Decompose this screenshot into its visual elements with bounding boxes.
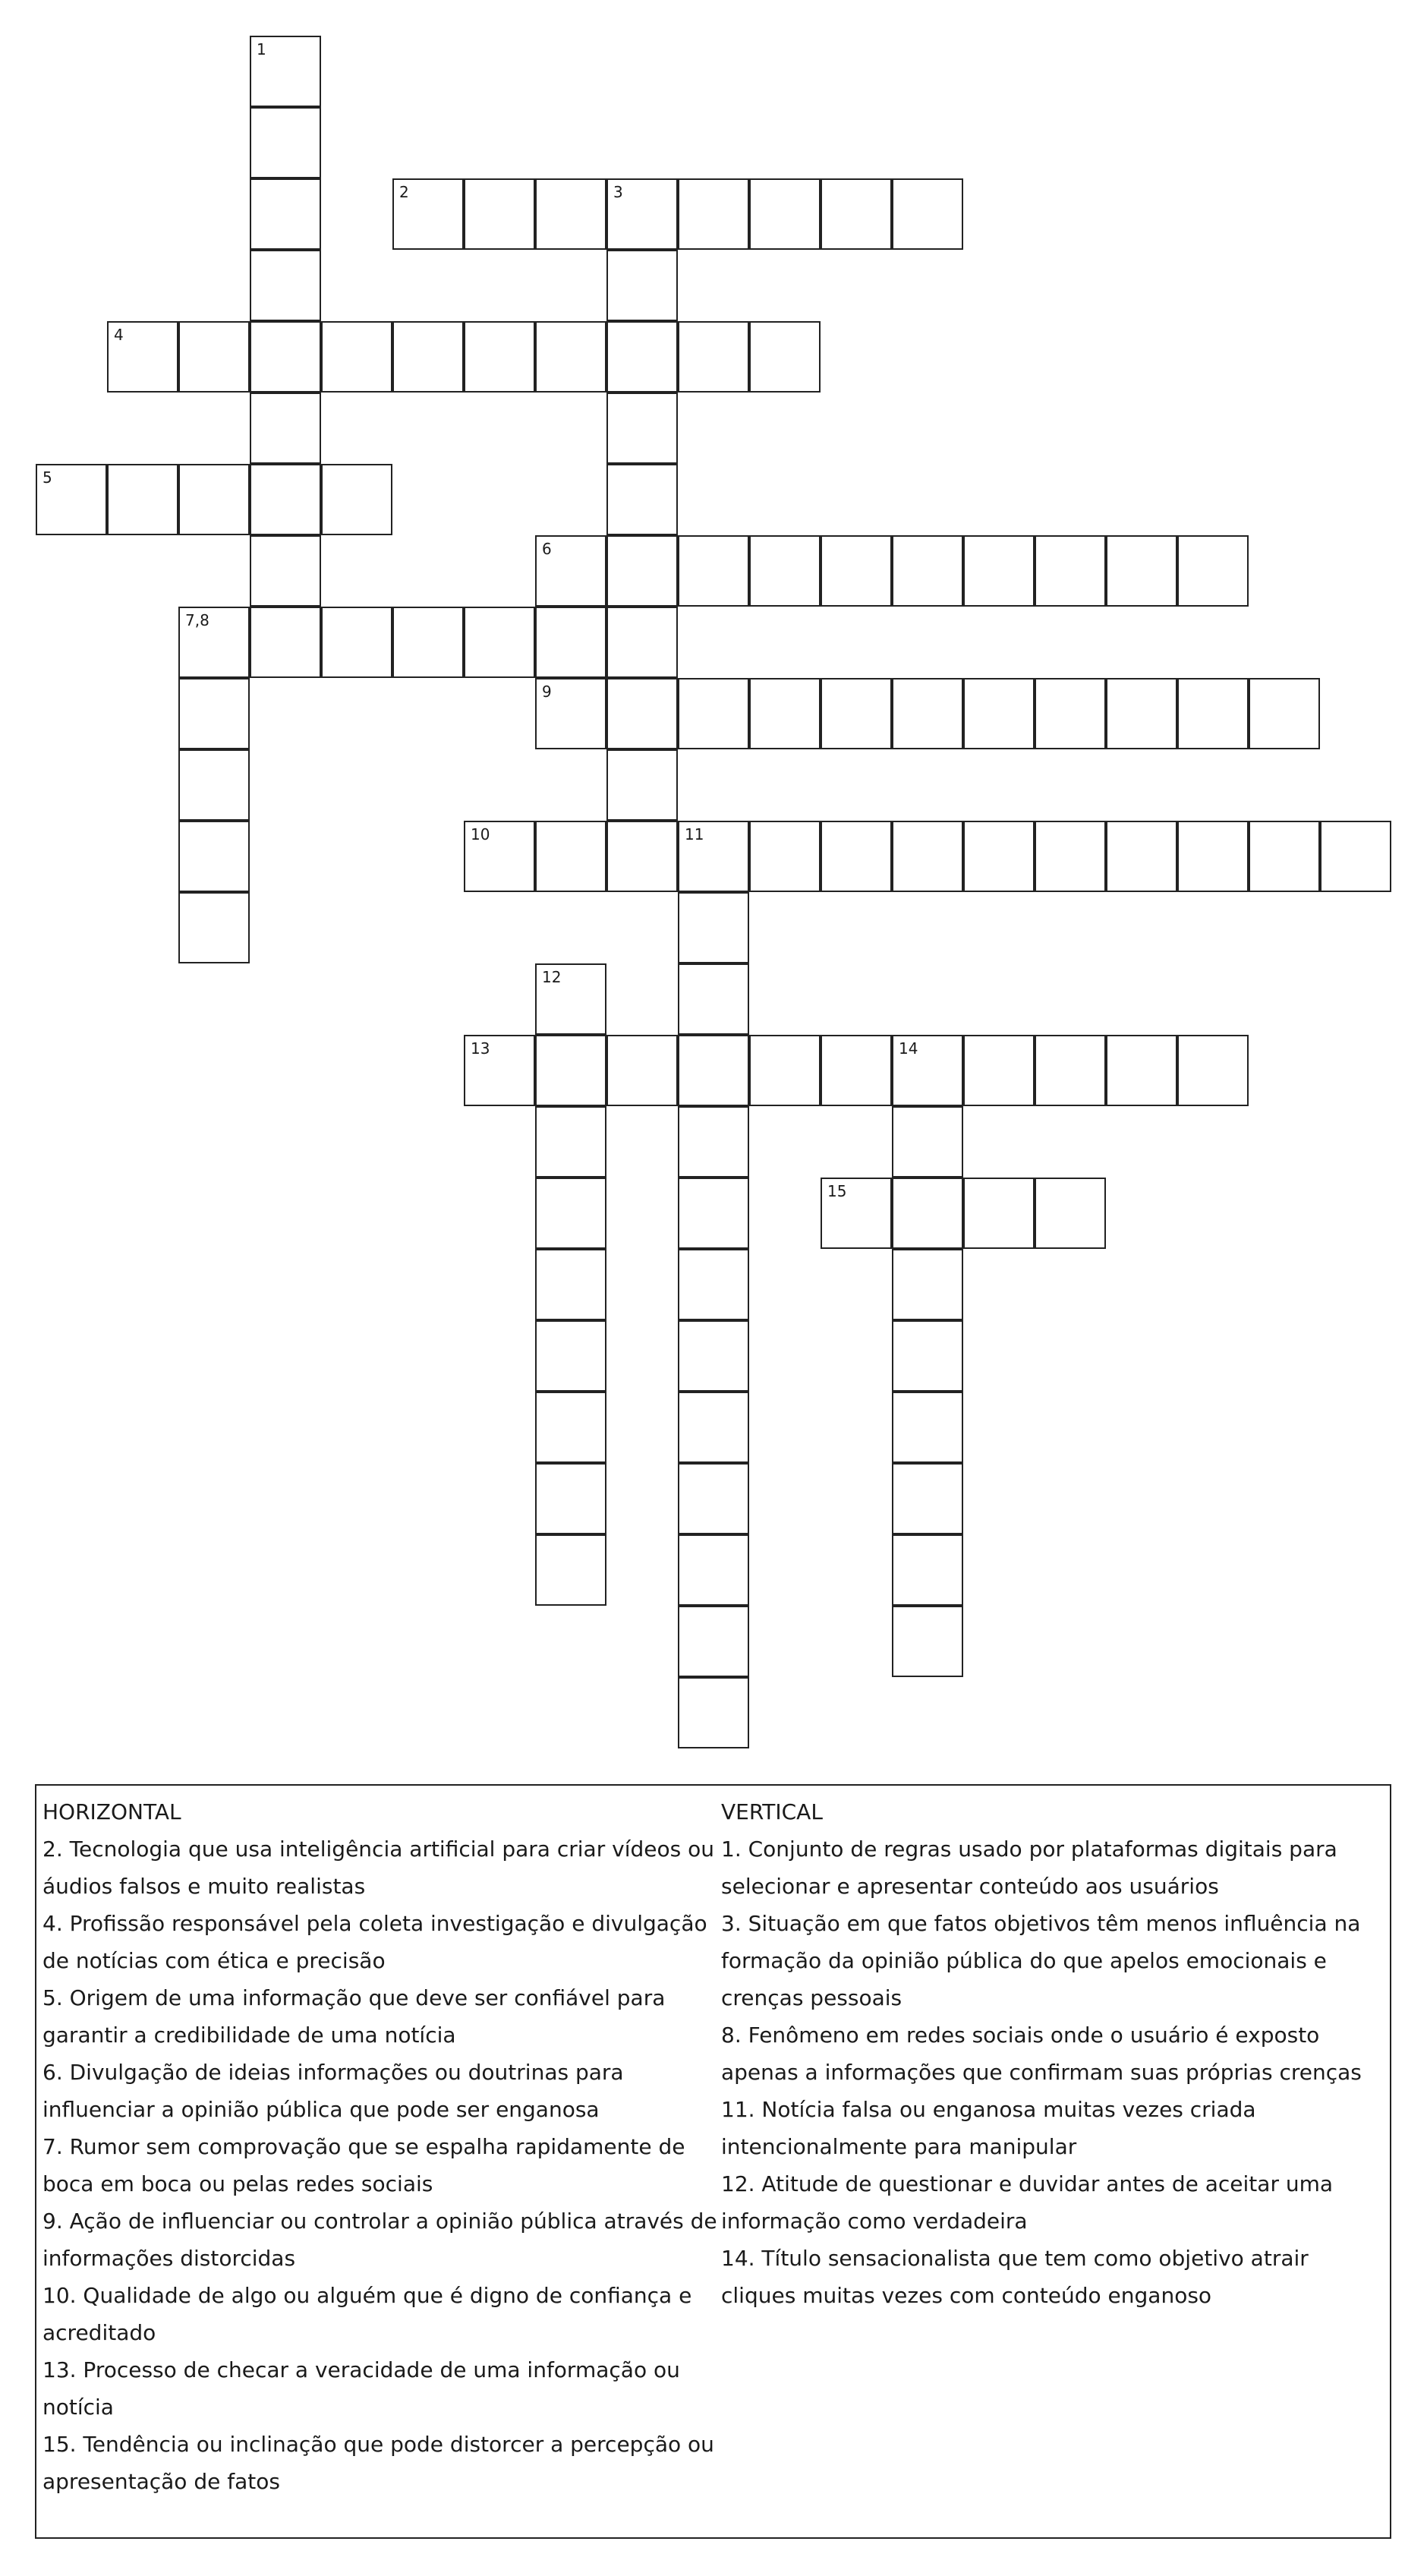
grid-cell[interactable] — [678, 1677, 749, 1748]
grid-cell[interactable] — [464, 321, 535, 393]
grid-cell[interactable] — [178, 821, 250, 892]
clue-number: 14 — [899, 1039, 918, 1058]
grid-cell[interactable] — [1249, 821, 1320, 892]
clue-item: 13. Processo de checar a veracidade de uma informação ou notícia — [43, 2357, 680, 2420]
grid-cell[interactable] — [1177, 678, 1249, 749]
grid-cell[interactable] — [821, 178, 892, 250]
grid-cell[interactable] — [464, 178, 535, 250]
grid-cell[interactable] — [606, 1035, 678, 1106]
grid-cell[interactable] — [749, 535, 821, 607]
grid-cell[interactable] — [250, 393, 321, 464]
grid-cell[interactable] — [606, 250, 678, 321]
grid-cell[interactable] — [892, 535, 963, 607]
grid-cell[interactable] — [678, 1035, 749, 1106]
grid-cell[interactable] — [464, 821, 535, 892]
grid-cell[interactable] — [1177, 821, 1249, 892]
clue-item: 3. Situação em que fatos objetivos têm menos influência na formação da opinião pública do que apelos emocionais e crenças pessoais — [721, 1911, 1361, 2010]
grid-cell[interactable] — [535, 321, 606, 393]
clue-number: 11 — [685, 825, 704, 843]
grid-cell[interactable] — [107, 321, 178, 393]
grid-cell[interactable] — [321, 464, 392, 535]
grid-cell[interactable] — [963, 535, 1035, 607]
grid-cell[interactable] — [606, 749, 678, 821]
grid-cell[interactable] — [535, 1392, 606, 1463]
grid-cell[interactable] — [464, 607, 535, 678]
grid-cell[interactable] — [963, 678, 1035, 749]
grid-cell[interactable] — [1035, 1178, 1106, 1249]
clue-item: 11. Notícia falsa ou enganosa muitas vezes criada intencionalmente para manipular — [721, 2097, 1256, 2159]
grid-cell[interactable] — [1320, 821, 1391, 892]
grid-cell[interactable] — [1035, 678, 1106, 749]
grid-cell[interactable] — [178, 464, 250, 535]
grid-cell[interactable] — [678, 1320, 749, 1392]
grid-cell[interactable] — [1106, 1035, 1177, 1106]
clue-item: 8. Fenômeno em redes sociais onde o usuário é exposto apenas a informações que confirmam suas próprias crenças — [721, 2023, 1362, 2085]
grid-cell[interactable] — [963, 1035, 1035, 1106]
clue-item: 7. Rumor sem comprovação que se espalha rapidamente de boca em boca ou pelas redes sociais — [43, 2134, 685, 2196]
grid-cell[interactable] — [892, 1178, 963, 1249]
clue-number: 10 — [471, 825, 490, 843]
grid-cell[interactable] — [178, 892, 250, 963]
clue-number: 2 — [399, 183, 409, 201]
grid-cell[interactable] — [535, 1178, 606, 1249]
grid-cell[interactable] — [392, 321, 464, 393]
clue-item: 2. Tecnologia que usa inteligência artificial para criar vídeos ou áudios falsos e muito realistas — [43, 1837, 714, 1899]
grid-cell[interactable] — [1106, 821, 1177, 892]
grid-cell[interactable] — [535, 1106, 606, 1178]
grid-cell[interactable] — [606, 464, 678, 535]
grid-cell[interactable] — [606, 321, 678, 393]
grid-cell[interactable] — [250, 178, 321, 250]
grid-cell[interactable] — [892, 1463, 963, 1534]
clue-item: 10. Qualidade de algo ou alguém que é digno de confiança e acreditado — [43, 2283, 692, 2345]
grid-cell[interactable] — [821, 821, 892, 892]
grid-cell[interactable] — [678, 678, 749, 749]
grid-cell[interactable] — [535, 607, 606, 678]
grid-cell[interactable] — [892, 1035, 963, 1106]
grid-cell[interactable] — [1177, 1035, 1249, 1106]
vertical-clues — [721, 1793, 1389, 2314]
grid-cell[interactable] — [749, 678, 821, 749]
clues-box — [35, 1784, 1391, 2539]
clue-number: 3 — [613, 183, 623, 201]
grid-cell[interactable] — [892, 678, 963, 749]
grid-cell[interactable] — [678, 1106, 749, 1178]
grid-cell[interactable] — [678, 821, 749, 892]
clue-item: 1. Conjunto de regras usado por plataformas digitais para selecionar e apresentar conteúdo aos usuários — [721, 1837, 1337, 1899]
grid-cell[interactable] — [250, 535, 321, 607]
grid-cell[interactable] — [392, 607, 464, 678]
grid-cell[interactable] — [892, 1534, 963, 1606]
grid-cell[interactable] — [892, 1320, 963, 1392]
grid-cell[interactable] — [178, 749, 250, 821]
grid-cell[interactable] — [606, 178, 678, 250]
grid-cell[interactable] — [892, 1249, 963, 1320]
grid-cell[interactable] — [250, 36, 321, 107]
horizontal-clue-list — [43, 1830, 726, 2500]
grid-cell[interactable] — [178, 321, 250, 393]
grid-cell[interactable] — [678, 1178, 749, 1249]
grid-cell[interactable] — [1106, 678, 1177, 749]
clue-item: 6. Divulgação de ideias informações ou doutrinas para influenciar a opinião pública que pode ser enganosa — [43, 2060, 624, 2122]
grid-cell[interactable] — [678, 1392, 749, 1463]
grid-cell[interactable] — [678, 1249, 749, 1320]
grid-cell[interactable] — [892, 1392, 963, 1463]
clue-number: 1 — [257, 40, 266, 58]
grid-cell[interactable] — [250, 321, 321, 393]
grid-cell[interactable] — [678, 1534, 749, 1606]
grid-cell[interactable] — [535, 178, 606, 250]
grid-cell[interactable] — [321, 607, 392, 678]
clue-number: 7,8 — [185, 611, 209, 629]
grid-cell[interactable] — [535, 535, 606, 607]
grid-cell[interactable] — [606, 821, 678, 892]
grid-cell[interactable] — [606, 535, 678, 607]
grid-cell[interactable] — [1106, 535, 1177, 607]
grid-cell[interactable] — [963, 1178, 1035, 1249]
grid-cell[interactable] — [749, 821, 821, 892]
grid-cell[interactable] — [250, 464, 321, 535]
grid-cell[interactable] — [678, 1463, 749, 1534]
grid-cell[interactable] — [606, 607, 678, 678]
grid-cell[interactable] — [535, 678, 606, 749]
grid-cell[interactable] — [821, 1035, 892, 1106]
horizontal-heading: HORIZONTAL — [43, 1799, 181, 1824]
grid-cell[interactable] — [678, 963, 749, 1035]
grid-cell[interactable] — [606, 678, 678, 749]
grid-cell[interactable] — [535, 963, 606, 1035]
grid-cell[interactable] — [678, 178, 749, 250]
horizontal-clues — [43, 1793, 726, 2500]
grid-cell[interactable] — [1035, 821, 1106, 892]
grid-cell[interactable] — [392, 178, 464, 250]
grid-cell[interactable] — [535, 1035, 606, 1106]
grid-cell[interactable] — [821, 678, 892, 749]
clue-item: 9. Ação de influenciar ou controlar a opinião pública através de informações distorcidas — [43, 2209, 717, 2271]
grid-cell[interactable] — [678, 321, 749, 393]
grid-cell[interactable] — [535, 1534, 606, 1606]
grid-cell[interactable] — [321, 321, 392, 393]
grid-cell[interactable] — [749, 321, 821, 393]
vertical-heading: VERTICAL — [721, 1799, 823, 1824]
clue-item: 12. Atitude de questionar e duvidar antes de aceitar uma informação como verdadeira — [721, 2171, 1334, 2234]
grid-cell[interactable] — [1177, 535, 1249, 607]
clue-item: 4. Profissão responsável pela coleta investigação e divulgação de notícias com ética e precisão — [43, 1911, 707, 1973]
grid-cell[interactable] — [250, 107, 321, 178]
grid-cell[interactable] — [749, 178, 821, 250]
grid-cell[interactable] — [678, 535, 749, 607]
grid-cell[interactable] — [678, 1606, 749, 1677]
grid-cell[interactable] — [892, 1106, 963, 1178]
clue-number: 9 — [542, 683, 552, 701]
clue-item: 14. Título sensacionalista que tem como objetivo atrair cliques muitas vezes com conteúdo enganoso — [721, 2246, 1309, 2308]
clue-number: 6 — [542, 540, 552, 558]
grid-cell[interactable] — [535, 1249, 606, 1320]
clue-number: 15 — [827, 1182, 847, 1200]
grid-cell[interactable] — [892, 178, 963, 250]
clue-number: 12 — [542, 968, 562, 986]
grid-cell[interactable] — [892, 821, 963, 892]
clue-item: 15. Tendência ou inclinação que pode distorcer a percepção ou apresentação de fatos — [43, 2432, 714, 2494]
grid-cell[interactable] — [250, 250, 321, 321]
grid-cell[interactable] — [178, 607, 250, 678]
clue-number: 5 — [43, 468, 52, 487]
grid-cell[interactable] — [107, 464, 178, 535]
clue-number: 4 — [114, 326, 124, 344]
grid-cell[interactable] — [178, 678, 250, 749]
grid-cell[interactable] — [535, 1463, 606, 1534]
grid-cell[interactable] — [535, 821, 606, 892]
grid-cell[interactable] — [535, 1320, 606, 1392]
grid-cell[interactable] — [464, 1035, 535, 1106]
clue-number: 13 — [471, 1039, 490, 1058]
grid-cell[interactable] — [963, 821, 1035, 892]
grid-cell[interactable] — [821, 535, 892, 607]
grid-cell[interactable] — [678, 892, 749, 963]
grid-cell[interactable] — [1249, 678, 1320, 749]
grid-cell[interactable] — [892, 1606, 963, 1677]
grid-cell[interactable] — [1035, 535, 1106, 607]
grid-cell[interactable] — [36, 464, 107, 535]
grid-cell[interactable] — [606, 393, 678, 464]
grid-cell[interactable] — [749, 1035, 821, 1106]
clue-item: 5. Origem de uma informação que deve ser confiável para garantir a credibilidade de uma notícia — [43, 1985, 666, 2048]
grid-cell[interactable] — [250, 607, 321, 678]
grid-cell[interactable] — [1035, 1035, 1106, 1106]
vertical-clue-list — [721, 1830, 1389, 2314]
grid-cell[interactable] — [821, 1178, 892, 1249]
